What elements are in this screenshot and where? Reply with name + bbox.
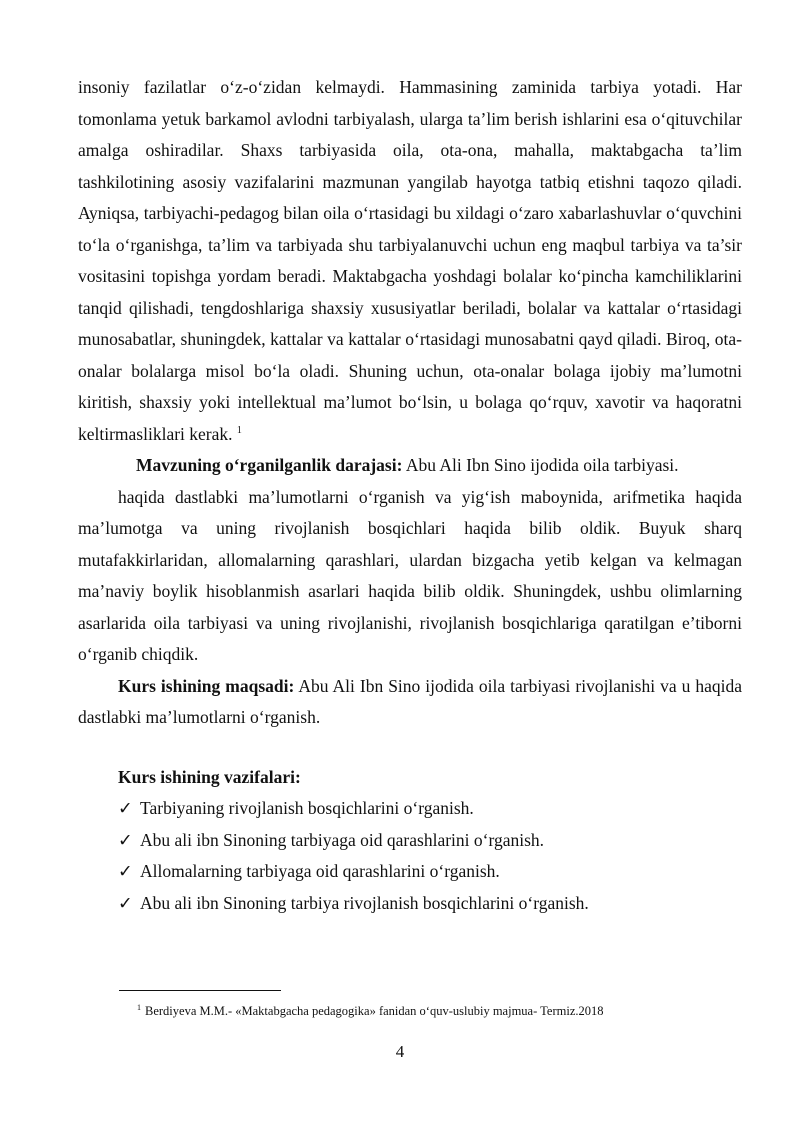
vazifalar-title: Kurs ishining vazifalari: (118, 766, 301, 787)
mavzu-paragraph (78, 450, 742, 482)
intro-paragraph (78, 72, 742, 450)
intro-paragraph-text: insoniy fazilatlar o‘z-o‘zidan kelmaydi. Hammasining zaminida tarbiya yotadi. Har tomonlama yetuk barkamol avlodni tarbiyalash, ularga ta’lim berish ishlarini esa o‘qituvchilar amalga oshiradilar. Shaxs tarbiyasida oila, ota-ona, mahalla, maktabgacha ta’lim tashkilotining asosiy vazifalarini mazmunan yangilab hayotga tatbiq etishni taqozo qiladi. Ayniqsa, tarbiyachi-pedagog bilan oila o‘rtasidagi bu xildagi o‘zaro xabarlashuvlar o‘quvchini to‘la o‘rganishga, ta’lim va tarbiyada shu tarbiyalanuvchi uchun eng maqbul tarbiya va ta’sir vositasini topishga yordam beradi. Maktabgacha yoshdagi bolalar ko‘pincha kamchiliklarini tanqid qilishadi, tengdoshlariga shaxsiy xususiyatlar beriladi, bolalar va kattalar o‘rtasidagi munosabatlar, shuningdek, kattalar va kattalar o‘rtasidagi munosabatni qayd qiladi. Biroq, ota-onalar bolalarga misol bo‘la oladi. Shuning uchun, ota-onalar bolaga ijobiy ma’lumotni kiritish, shaxsiy yoki intellektual ma’lumot bo‘lsin, u bolaga qo‘rquv, xavotir va haqoratni keltirmasliklari kerak. (78, 77, 742, 444)
maqsad-label: Kurs ishining maqsadi: (118, 675, 295, 696)
mavzu-label: Mavzuning o‘rganilganlik darajasi: (136, 455, 403, 475)
checkmark-icon: ✓ (118, 861, 133, 881)
footnote-divider (119, 990, 281, 991)
list-item (78, 825, 742, 857)
footnote-number: 1 (137, 1003, 141, 1012)
page-number: 4 (395, 1042, 405, 1061)
footnote-text: Berdiyeva M.M.- «Maktabgacha pedagogika» fanidan o‘quv-uslubiy majmua- Termiz.2018 (145, 1004, 604, 1019)
footnote-reference: 1 (236, 424, 242, 436)
task-text: Abu ali ibn Sinoning tarbiyaga oid qarashlarini o‘rganish. (140, 829, 545, 850)
task-text: Tarbiyaning rivojlanish bosqichlarini o‘rganish. (140, 798, 474, 818)
checkmark-icon: ✓ (118, 829, 133, 850)
footnote (137, 1000, 737, 1019)
research-paragraph: haqida dastlabki ma’lumotlarni o‘rganish va yig‘ish maboynida, arifmetika haqida ma’lumotga va uning rivojlanish bosqichlari haqida bilib oldik. Buyuk sharq mutafakkirlaridan, allomalarning qarashlari, ulardan bizgacha yetib kelgan va kelmagan ma’naviy boylik hisoblanmish asarlari haqida bilib oldik. Shuningdek, ushbu olimlarning asarlarida oila tarbiyasi va uning rivojlanishi, rivojlanish bosqichlariga qaratilgan e’tiborni o‘rganib chiqdik. (78, 486, 742, 664)
checkmark-icon: ✓ (118, 798, 133, 818)
list-item (78, 793, 742, 825)
maqsad-text: Abu Ali Ibn Sino ijodida oila tarbiyasi rivojlanishi va u haqida dastlabki ma’lumotlarni o‘rganish. (78, 675, 742, 727)
checkmark-icon: ✓ (118, 892, 133, 913)
task-list (78, 793, 742, 919)
spacer (78, 734, 742, 762)
task-text: Allomalarning tarbiyaga oid qarashlarini o‘rganish. (140, 861, 500, 881)
maqsad-paragraph (78, 671, 742, 734)
list-item (78, 888, 742, 920)
task-text: Abu ali ibn Sinoning tarbiya rivojlanish bosqichlarini o‘rganish. (140, 892, 589, 913)
body-text (78, 72, 742, 919)
list-item (78, 856, 742, 888)
mavzu-text: Abu Ali Ibn Sino ijodida oila tarbiyasi. (402, 455, 679, 475)
